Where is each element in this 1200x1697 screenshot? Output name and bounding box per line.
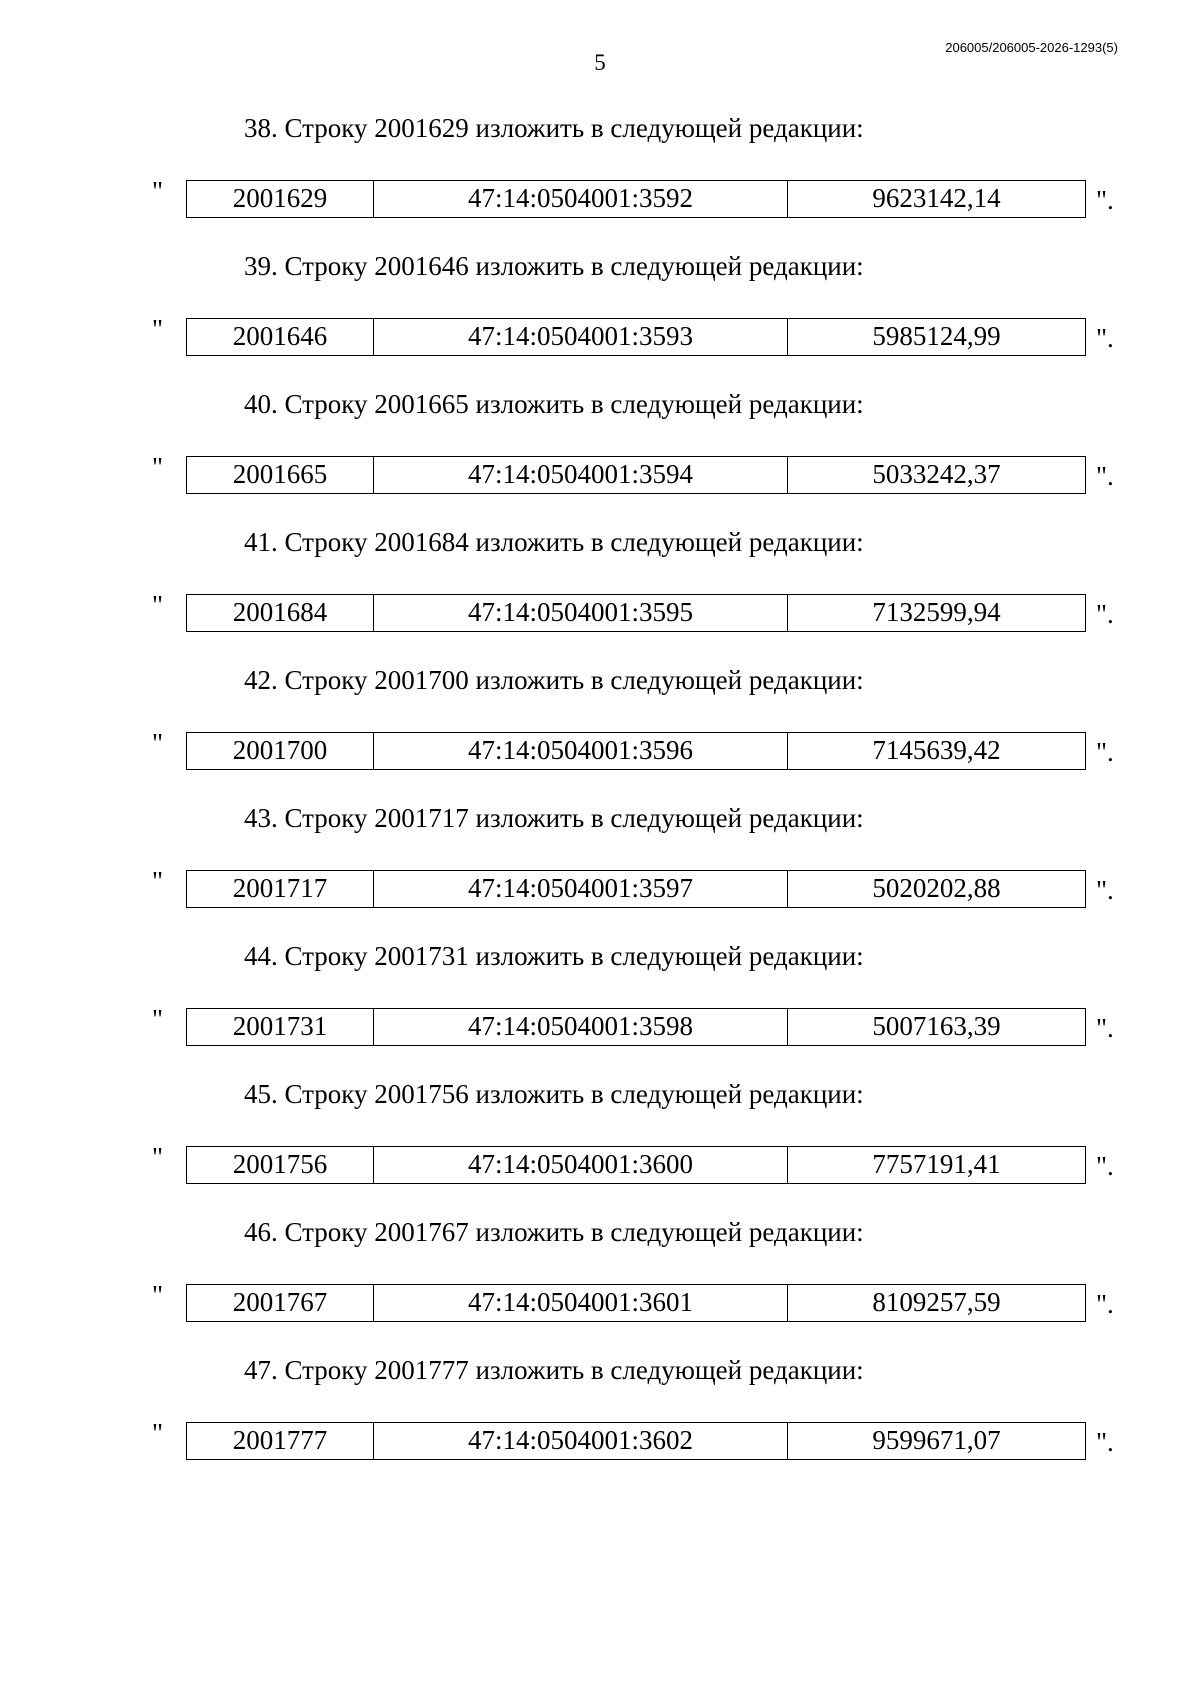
row-table [186, 594, 1086, 632]
amendment-heading: 44. Строку 2001731 изложить в следующей редакции: [244, 941, 864, 971]
amendment-heading: 40. Строку 2001665 изложить в следующей редакции: [244, 389, 864, 419]
cadastral-number-cell: 47:14:0504001:3601 [374, 1285, 788, 1321]
amendment-entry [0, 108, 1200, 246]
cadastral-number-cell: 47:14:0504001:3592 [374, 181, 788, 217]
opening-quote: " [152, 728, 164, 758]
closing-quote: ". [1096, 737, 1114, 767]
amendment-entry [0, 246, 1200, 384]
amendment-heading: 38. Строку 2001629 изложить в следующей редакции: [244, 113, 864, 143]
amendment-row [152, 590, 1132, 634]
row-code-cell: 2001717 [187, 871, 374, 907]
page-number: 5 [594, 50, 606, 75]
amendment-row [152, 1280, 1132, 1324]
opening-quote: " [152, 866, 164, 896]
opening-quote: " [152, 590, 164, 620]
amendment-entry [0, 1074, 1200, 1212]
value-cell: 5985124,99 [872, 321, 1001, 351]
row-table [186, 870, 1086, 908]
amendment-heading: 47. Строку 2001777 изложить в следующей редакции: [244, 1355, 864, 1385]
closing-quote: ". [1096, 185, 1114, 215]
row-code-cell: 2001756 [187, 1147, 374, 1183]
opening-quote: " [152, 1004, 164, 1034]
amendment-heading: 41. Строку 2001684 изложить в следующей редакции: [244, 527, 864, 557]
opening-quote: " [152, 1142, 164, 1172]
opening-quote: " [152, 1418, 164, 1448]
amendment-row [152, 314, 1132, 358]
closing-quote: ". [1096, 461, 1114, 491]
closing-quote: ". [1096, 875, 1114, 905]
cadastral-number-cell: 47:14:0504001:3602 [374, 1423, 788, 1459]
amendment-heading: 42. Строку 2001700 изложить в следующей редакции: [244, 665, 864, 695]
amendment-entry [0, 384, 1200, 522]
amendment-heading: 45. Строку 2001756 изложить в следующей редакции: [244, 1079, 864, 1109]
row-code-cell: 2001665 [187, 457, 374, 493]
cadastral-number-cell: 47:14:0504001:3593 [374, 319, 788, 355]
closing-quote: ". [1096, 1013, 1114, 1043]
amendment-row [152, 1142, 1132, 1186]
value-cell: 9623142,14 [872, 183, 1001, 213]
row-code-cell: 2001700 [187, 733, 374, 769]
amendment-entry [0, 660, 1200, 798]
amendment-heading: 46. Строку 2001767 изложить в следующей редакции: [244, 1217, 864, 1247]
value-cell: 8109257,59 [872, 1287, 1001, 1317]
row-code-cell: 2001767 [187, 1285, 374, 1321]
row-code-cell: 2001731 [187, 1009, 374, 1045]
opening-quote: " [152, 1280, 164, 1310]
cadastral-number-cell: 47:14:0504001:3597 [374, 871, 788, 907]
value-cell: 7757191,41 [872, 1149, 1001, 1179]
cadastral-number-cell: 47:14:0504001:3596 [374, 733, 788, 769]
row-table [186, 1284, 1086, 1322]
cadastral-number-cell: 47:14:0504001:3598 [374, 1009, 788, 1045]
value-cell: 5033242,37 [872, 459, 1001, 489]
value-cell: 5007163,39 [872, 1011, 1001, 1041]
row-table [186, 732, 1086, 770]
cadastral-number-cell: 47:14:0504001:3600 [374, 1147, 788, 1183]
row-table [186, 180, 1086, 218]
value-cell: 9599671,07 [872, 1425, 1001, 1455]
amendment-row [152, 1418, 1132, 1462]
amendment-entry [0, 1212, 1200, 1350]
closing-quote: ". [1096, 1427, 1114, 1457]
value-cell: 5020202,88 [872, 873, 1001, 903]
amendment-row [152, 866, 1132, 910]
closing-quote: ". [1096, 599, 1114, 629]
amendment-row [152, 452, 1132, 496]
opening-quote: " [152, 452, 164, 482]
row-table [186, 318, 1086, 356]
row-table [186, 1146, 1086, 1184]
row-table [186, 1008, 1086, 1046]
row-code-cell: 2001629 [187, 181, 374, 217]
amendment-row [152, 176, 1132, 220]
amendment-heading: 39. Строку 2001646 изложить в следующей редакции: [244, 251, 864, 281]
row-code-cell: 2001777 [187, 1423, 374, 1459]
value-cell: 7132599,94 [872, 597, 1001, 627]
amendment-entry [0, 1350, 1200, 1488]
cadastral-number-cell: 47:14:0504001:3595 [374, 595, 788, 631]
row-code-cell: 2001646 [187, 319, 374, 355]
opening-quote: " [152, 314, 164, 344]
opening-quote: " [152, 176, 164, 206]
value-cell: 7145639,42 [872, 735, 1001, 765]
closing-quote: ". [1096, 1289, 1114, 1319]
amendment-entry [0, 936, 1200, 1074]
amendment-entry [0, 522, 1200, 660]
amendment-row [152, 728, 1132, 772]
amendment-heading: 43. Строку 2001717 изложить в следующей редакции: [244, 803, 864, 833]
amendment-row [152, 1004, 1132, 1048]
cadastral-number-cell: 47:14:0504001:3594 [374, 457, 788, 493]
row-table [186, 1422, 1086, 1460]
closing-quote: ". [1096, 323, 1114, 353]
amendment-list [0, 108, 1200, 1488]
row-code-cell: 2001684 [187, 595, 374, 631]
amendment-entry [0, 798, 1200, 936]
closing-quote: ". [1096, 1151, 1114, 1181]
row-table [186, 456, 1086, 494]
document-id: 206005/206005-2026-1293(5) [945, 40, 1118, 55]
